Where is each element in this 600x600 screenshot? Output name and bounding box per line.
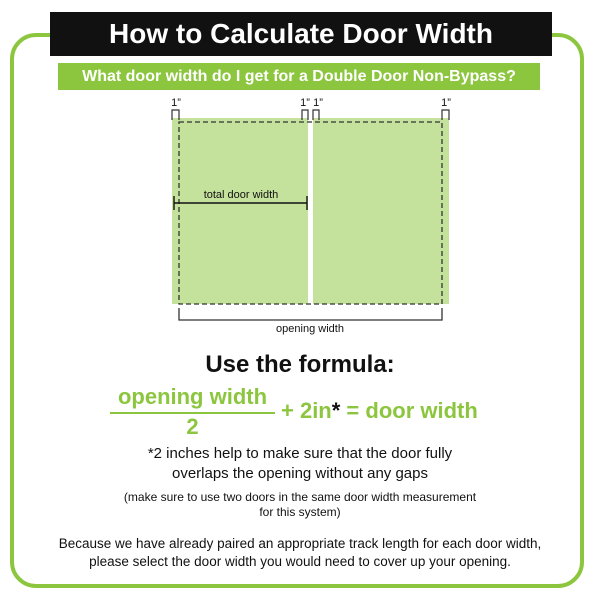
measurement-note-line-2: for this system) bbox=[259, 505, 341, 519]
formula-asterisk: * bbox=[331, 398, 341, 423]
selection-instructions bbox=[0, 535, 600, 571]
total-door-width-label: total door width bbox=[203, 189, 279, 201]
footnote-line-2: overlaps the opening without any gaps bbox=[171, 465, 428, 482]
formula-heading: Use the formula: bbox=[205, 351, 395, 378]
left-door-panel bbox=[172, 118, 308, 304]
opening-width-bracket bbox=[179, 308, 442, 320]
measurement-note bbox=[0, 490, 600, 520]
formula-plus-part: + 2in bbox=[281, 398, 332, 423]
selection-instructions-line-1: Because we have already paired an appropriate track length for each door width, bbox=[58, 536, 542, 551]
formula-numerator: opening width bbox=[117, 384, 268, 409]
formula-denominator: 2 bbox=[186, 414, 199, 439]
right-door-panel bbox=[313, 118, 449, 304]
formula-fraction bbox=[110, 384, 275, 439]
selection-instructions-line-2: please select the door width you would need to cover up your opening. bbox=[89, 554, 511, 569]
formula-equals-part: = door width bbox=[340, 398, 478, 423]
overlap-label-right: 1” bbox=[441, 97, 451, 109]
opening-width-label: opening width bbox=[276, 323, 344, 335]
footnote-line-1: *2 inches help to make sure that the door fully bbox=[147, 445, 453, 462]
overlap-label-center-right: 1” bbox=[313, 97, 323, 109]
page-title: How to Calculate Door Width bbox=[50, 12, 552, 56]
overlap-label-left: 1” bbox=[171, 97, 181, 109]
measurement-note-line-1: (make sure to use two doors in the same door width measurement bbox=[123, 490, 477, 504]
footnote bbox=[0, 444, 600, 484]
overlap-label-center-left: 1” bbox=[300, 97, 310, 109]
question-banner: What door width do I get for a Double Door Non-Bypass? bbox=[58, 63, 540, 90]
formula-remainder bbox=[281, 398, 478, 424]
